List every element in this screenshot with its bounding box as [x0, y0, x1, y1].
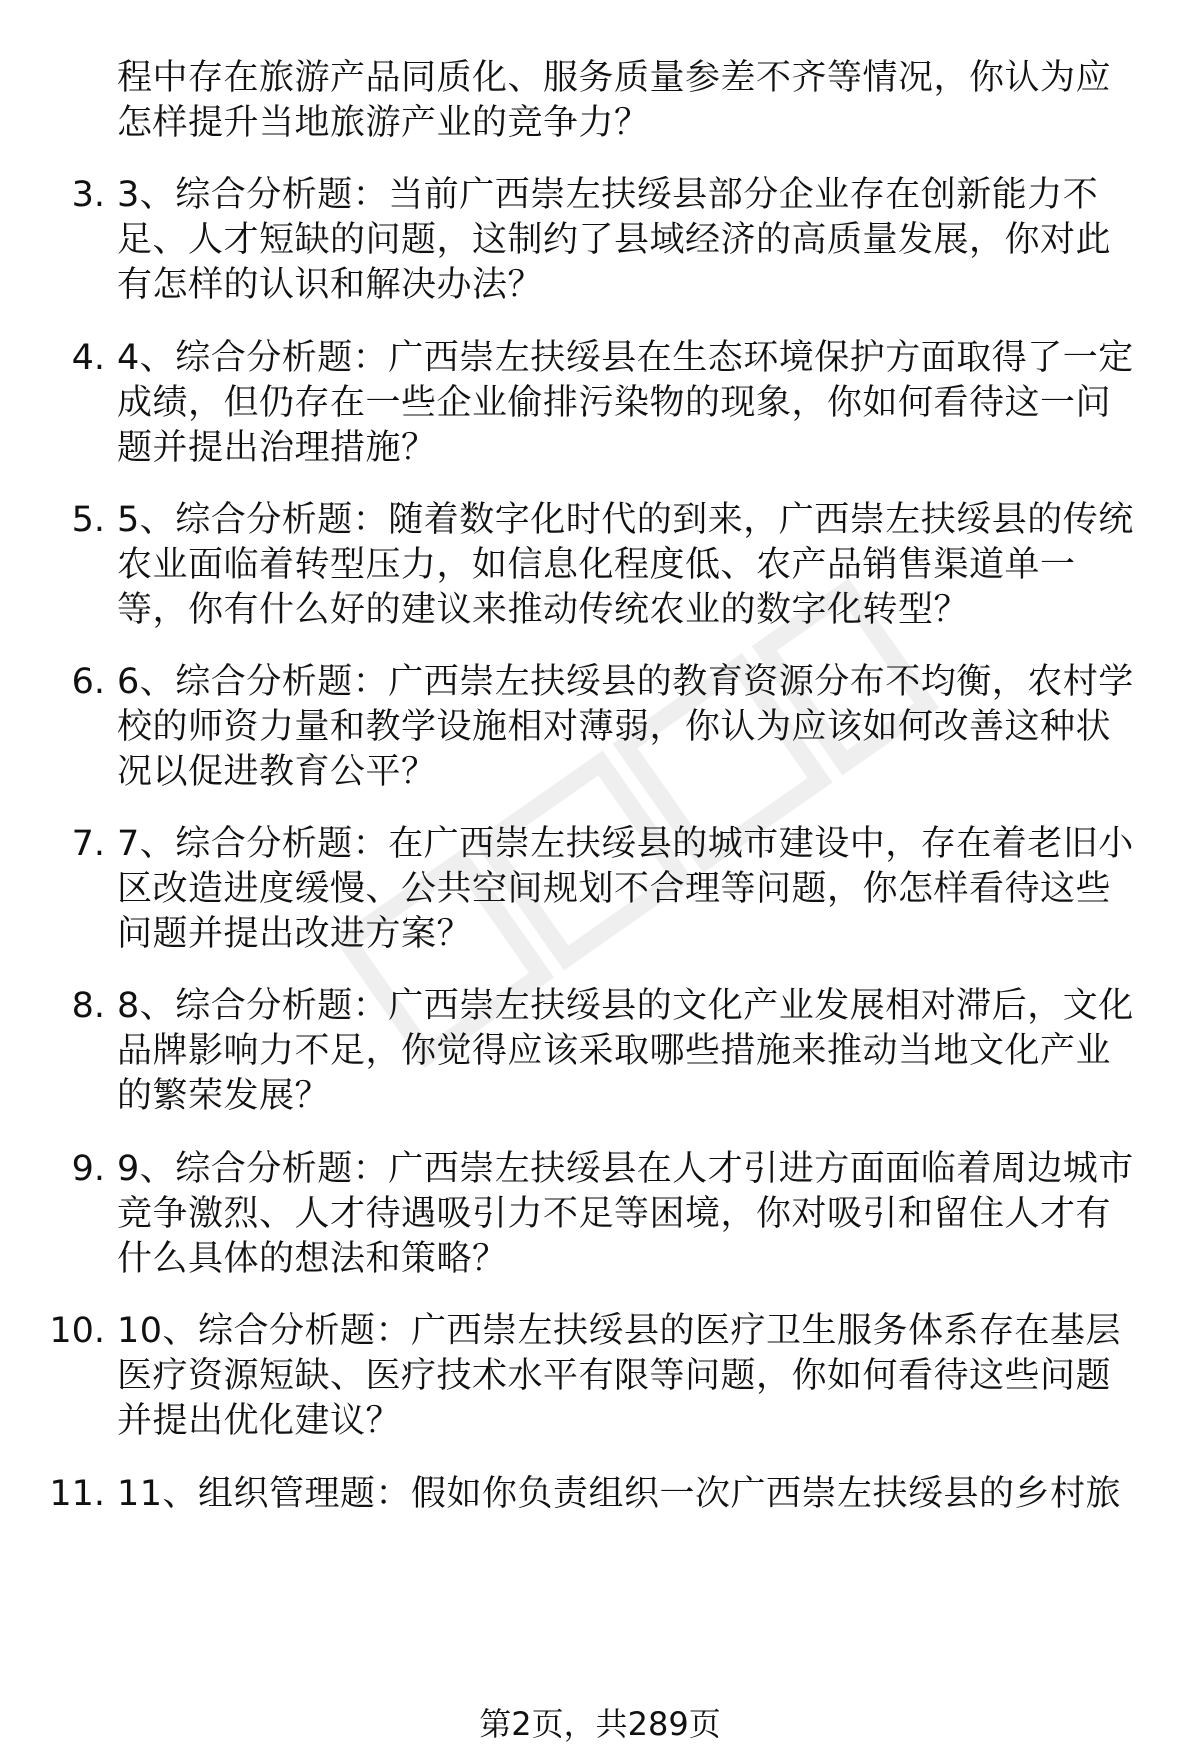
list-item-line: 题并提出治理措施？ — [117, 428, 437, 468]
intro-line: 怎样提升当地旅游产业的竞争力？ — [117, 103, 650, 143]
list-item-line: 5、综合分析题：随着数字化时代的到来，广西崇左扶绥县的传统 — [117, 500, 1134, 540]
list-item-line: 并提出优化建议？ — [117, 1401, 402, 1441]
list-item-line: 成绩，但仍存在一些企业偷排污染物的现象，你如何看待这一问 — [117, 383, 1112, 423]
list-item-number: 4. — [71, 338, 105, 378]
list-item-line: 8、综合分析题：广西崇左扶绥县的文化产业发展相对滞后，文化 — [117, 986, 1134, 1026]
page-number-footer: 第2页，共289页 — [479, 1705, 721, 1743]
list-item-line: 品牌影响力不足，你觉得应该采取哪些措施来推动当地文化产业 — [117, 1031, 1112, 1071]
list-item-line: 况以促进教育公平？ — [117, 752, 437, 792]
list-item-line: 有怎样的认识和解决办法？ — [117, 265, 544, 305]
list-item-line: 问题并提出改进方案？ — [117, 914, 473, 954]
list-item-number: 10. — [49, 1311, 105, 1351]
list-item-line: 足、人才短缺的问题，这制约了县域经济的高质量发展，你对此 — [117, 220, 1112, 260]
list-item-line: 农业面临着转型压力，如信息化程度低、农产品销售渠道单一 — [117, 545, 1076, 585]
list-item-number: 5. — [71, 500, 105, 540]
list-item-line: 6、综合分析题：广西崇左扶绥县的教育资源分布不均衡，农村学 — [117, 662, 1134, 702]
list-item-line: 7、综合分析题：在广西崇左扶绥县的城市建设中，存在着老旧小 — [117, 824, 1134, 864]
list-item-line: 区改造进度缓慢、公共空间规划不合理等问题，你怎样看待这些 — [117, 869, 1112, 909]
list-item-line: 等，你有什么好的建议来推动传统农业的数字化转型？ — [117, 590, 970, 630]
list-item-line: 4、综合分析题：广西崇左扶绥县在生态环境保护方面取得了一定 — [117, 338, 1134, 378]
list-item-number: 3. — [71, 175, 105, 215]
list-item-line: 什么具体的想法和策略？ — [117, 1239, 508, 1279]
list-item-line: 3、综合分析题：当前广西崇左扶绥县部分企业存在创新能力不 — [117, 175, 1099, 215]
list-item-line: 医疗资源短缺、医疗技术水平有限等问题，你如何看待这些问题 — [117, 1356, 1112, 1396]
list-item-line: 9、综合分析题：广西崇左扶绥县在人才引进方面面临着周边城市 — [117, 1149, 1134, 1189]
list-item-number: 7. — [71, 824, 105, 864]
list-item-number: 8. — [71, 986, 105, 1026]
list-item-number: 11. — [49, 1474, 105, 1514]
list-item-number: 6. — [71, 662, 105, 702]
list-item-number: 9. — [71, 1149, 105, 1189]
list-item-line: 竞争激烈、人才待遇吸引力不足等困境，你对吸引和留住人才有 — [117, 1194, 1112, 1234]
list-item-line: 校的师资力量和教学设施相对薄弱，你认为应该如何改善这种状 — [117, 707, 1112, 747]
intro-line: 程中存在旅游产品同质化、服务质量参差不齐等情况，你认为应 — [117, 58, 1112, 98]
list-item-line: 的繁荣发展？ — [117, 1076, 331, 1116]
list-item-line: 11、组织管理题：假如你负责组织一次广西崇左扶绥县的乡村旅 — [117, 1474, 1122, 1514]
list-item-line: 10、综合分析题：广西崇左扶绥县的医疗卫生服务体系存在基层 — [117, 1311, 1122, 1351]
